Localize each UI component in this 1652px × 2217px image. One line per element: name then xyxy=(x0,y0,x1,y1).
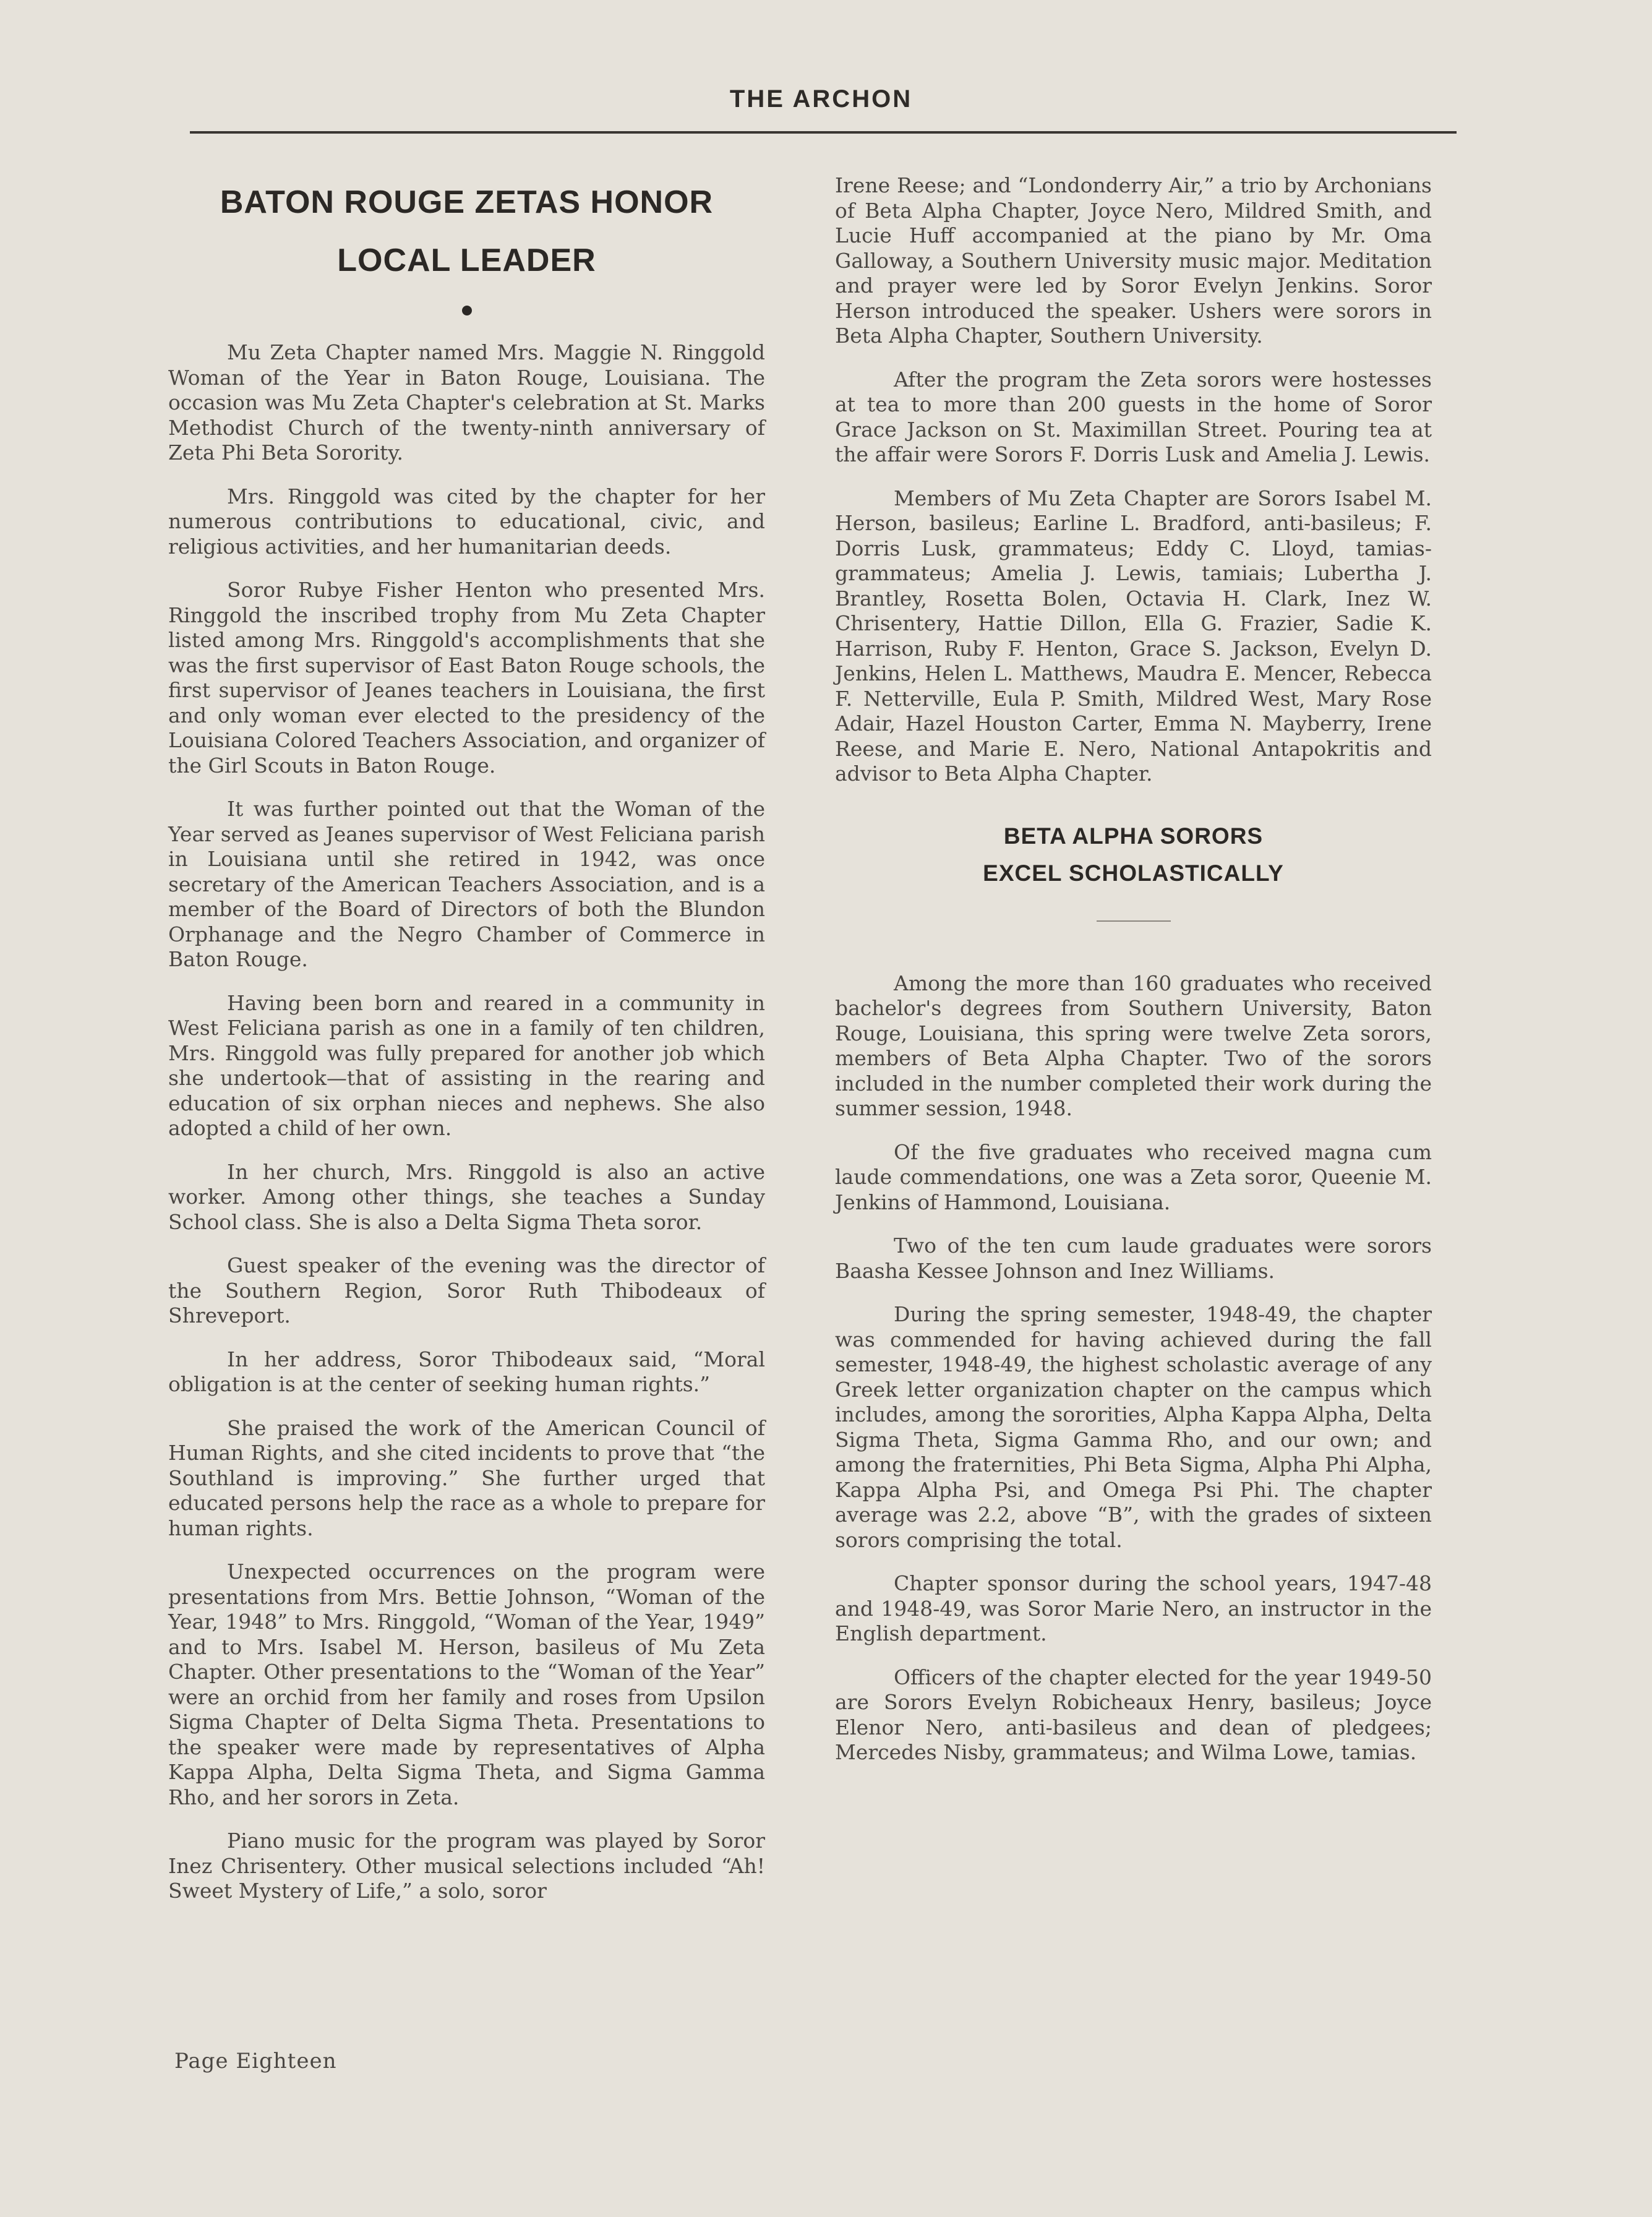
article1-continued-paragraph: Irene Reese; and “Londonderry Air,” a trio by Archonians of Beta Alpha Chapter, Joyce Nero, Mildred Smith, and Lucie Huff accompanied at the piano by Mr. Oma Galloway, a Southern University music major. Meditation and prayer were led by Soror Evelyn Jenkins. Soror Herson introduced the speaker. Ushers were sorors in Beta Alpha Chapter, Southern University. xyxy=(835,173,1432,348)
article1-paragraph: It was further pointed out that the Woman of the Year served as Jeanes supervisor of West Feliciana parish in Louisiana until she retired in 1942, was once secretary of the American Teachers Association, and is a member of the Board of Directors of both the Blundon Orphanage and the Negro Chamber of Commerce in Baton Rouge. xyxy=(168,797,765,971)
section-divider xyxy=(1097,920,1171,922)
left-column xyxy=(168,173,765,1923)
header-rule xyxy=(190,131,1457,134)
article1-headline xyxy=(168,173,765,289)
article1-paragraph: In her address, Soror Thibodeaux said, “Moral obligation is at the center of seeking human rights.” xyxy=(168,1347,765,1396)
article2-paragraph: Two of the ten cum laude graduates were sorors Baasha Kessee Johnson and Inez Williams. xyxy=(835,1233,1432,1283)
article2-headline-line1: BETA ALPHA SORORS xyxy=(1003,823,1264,849)
article1-headline-line2: LOCAL LEADER xyxy=(337,242,596,278)
right-column xyxy=(835,173,1432,1784)
article1-paragraph: Piano music for the program was played by Soror Inez Chrisentery. Other musical selections included “Ah! Sweet Mystery of Life,” a solo, soror xyxy=(168,1829,765,1903)
article2-paragraph: Among the more than 160 graduates who received bachelor's degrees from Southern University, Baton Rouge, Louisiana, this spring were twelve Zeta sorors, members of Beta Alpha Chapter. Two of the sorors included in the number completed their work during the summer session, 1948. xyxy=(835,971,1432,1120)
article1-paragraph: Mu Zeta Chapter named Mrs. Maggie N. Ringgold Woman of the Year in Baton Rouge, Louisiana. The occasion was Mu Zeta Chapter's celebration at St. Marks Methodist Church of the twenty-ninth anniversary of Zeta Phi Beta Sorority. xyxy=(168,340,765,465)
bullet-ornament xyxy=(462,306,472,315)
article2-paragraph: During the spring semester, 1948-49, the chapter was commended for having achieved during the fall semester, 1948-49, the highest scholastic average of any Greek letter organization chapter on the campus which includes, among the sororities, Alpha Kappa Alpha, Delta Sigma Theta, Sigma Gamma Rho, and our own; and among the fraternities, Phi Beta Sigma, Alpha Phi Alpha, Kappa Alpha Psi, and Omega Psi Phi. The chapter average was 2.2, above “B”, with the grades of sixteen sorors comprising the total. xyxy=(835,1302,1432,1552)
article1-continued-paragraph: After the program the Zeta sorors were hostesses at tea to more than 200 guests in the home of Soror Grace Jackson on St. Maximillan Street. Pouring tea at the affair were Sorors F. Dorris Lusk and Amelia J. Lewis. xyxy=(835,367,1432,466)
article1-paragraph: Unexpected occurrences on the program were presentations from Mrs. Bettie Johnson, “Woman of the Year, 1948” to Mrs. Ringgold, “Woman of the Year, 1949” and to Mrs. Isabel M. Herson, basileus of Mu Zeta Chapter. Other presentations to the “Woman of the Year” were an orchid from her family and roses from Upsilon Sigma Chapter of Delta Sigma Theta. Presentations to the speaker were made by representatives of Alpha Kappa Alpha, Delta Sigma Theta, and Sigma Gamma Rho, and her sorors in Zeta. xyxy=(168,1559,765,1809)
article1-headline-line1: BATON ROUGE ZETAS HONOR xyxy=(220,184,714,220)
article1-paragraph: She praised the work of the American Council of Human Rights, and she cited incidents to prove that “the Southland is improving.” She further urged that educated persons help the race as a whole to prepare for human rights. xyxy=(168,1415,765,1540)
article1-paragraph: Mrs. Ringgold was cited by the chapter for her numerous contributions to educational, civic, and religious activities, and her humanitarian deeds. xyxy=(168,484,765,559)
article1-continued-paragraph: Members of Mu Zeta Chapter are Sorors Isabel M. Herson, basileus; Earline L. Bradford, anti-basileus; F. Dorris Lusk, grammateus; Eddy C. Lloyd, tamias-grammateus; Amelia J. Lewis, tamiais; Lubertha J. Brantley, Rosetta Bolen, Octavia H. Clark, Inez W. Chrisentery, Hattie Dillon, Ella G. Frazier, Sadie K. Harrison, Ruby F. Henton, Grace S. Jackson, Evelyn D. Jenkins, Helen L. Matthews, Maudra E. Mencer, Rebecca F. Netterville, Eula P. Smith, Mildred West, Mary Rose Adair, Hazel Houston Carter, Emma N. Mayberry, Irene Reese, and Marie E. Nero, National Antapokritis and advisor to Beta Alpha Chapter. xyxy=(835,486,1432,786)
article2-paragraph: Chapter sponsor during the school years, 1947-48 and 1948-49, was Soror Marie Nero, an instructor in the English department. xyxy=(835,1571,1432,1645)
article1-paragraph: Soror Rubye Fisher Henton who presented Mrs. Ringgold the inscribed trophy from Mu Zeta Chapter listed among Mrs. Ringgold's accomplishments that she was the first supervisor of East Baton Rouge schools, the first supervisor of Jeanes teachers in Louisiana, the first and only woman ever elected to the presidency of the Louisiana Colored Teachers Association, and organizer of the Girl Scouts in Baton Rouge. xyxy=(168,578,765,778)
page-header-title: THE ARCHON xyxy=(729,85,913,113)
article1-paragraph: Guest speaker of the evening was the director of the Southern Region, Soror Ruth Thibodeaux of Shreveport. xyxy=(168,1253,765,1327)
article2-paragraph: Of the five graduates who received magna cum laude commendations, one was a Zeta soror, Queenie M. Jenkins of Hammond, Louisiana. xyxy=(835,1139,1432,1214)
article2-headline xyxy=(835,818,1432,892)
page-number: Page Eighteen xyxy=(174,2049,337,2073)
article2-headline-line2: EXCEL SCHOLASTICALLY xyxy=(983,860,1284,886)
article1-paragraph: Having been born and reared in a community in West Feliciana parish as one in a family of ten children, Mrs. Ringgold was fully prepared for another job which she undertook—that of assisting in the rearing and education of six orphan nieces and nephews. She also adopted a child of her own. xyxy=(168,990,765,1140)
article1-paragraph: In her church, Mrs. Ringgold is also an active worker. Among other things, she teaches a Sunday School class. She is also a Delta Sigma Theta soror. xyxy=(168,1159,765,1234)
article2-paragraph: Officers of the chapter elected for the year 1949-50 are Sorors Evelyn Robicheaux Henry, basileus; Joyce Elenor Nero, anti-basileus and dean of pledgees; Mercedes Nisby, grammateus; and Wilma Lowe, tamias. xyxy=(835,1665,1432,1764)
